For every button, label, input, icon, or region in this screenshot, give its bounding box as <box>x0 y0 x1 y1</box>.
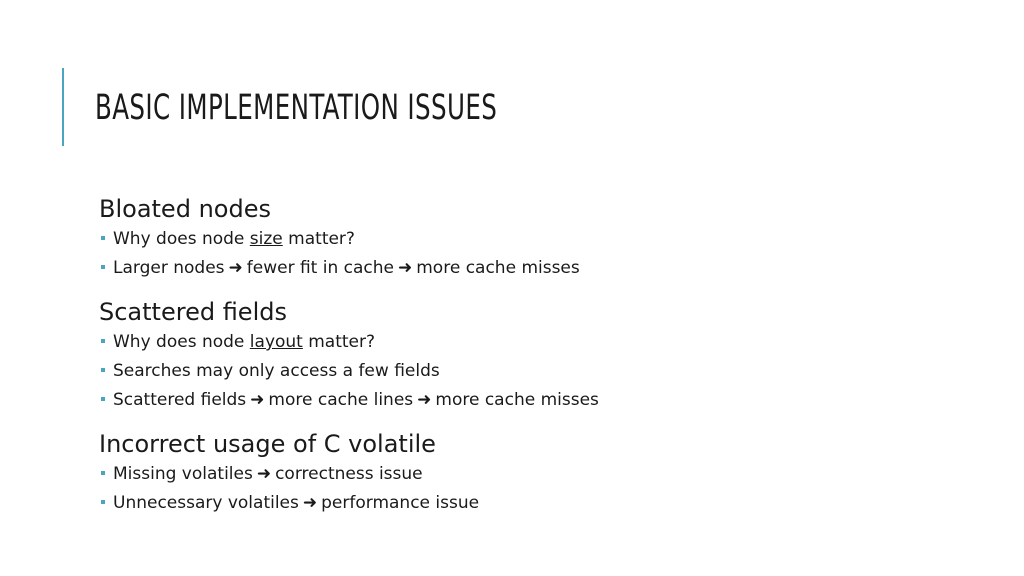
arrow-right-icon: ➜ <box>228 258 243 278</box>
bullet-square-icon <box>101 397 105 401</box>
arrow-right-icon: ➜ <box>302 493 318 513</box>
bullet-text: more cache misses <box>435 390 599 410</box>
arrow-right-icon: ➜ <box>398 258 413 278</box>
bullet-item <box>99 357 979 386</box>
bullet-text: Unnecessary volatiles <box>113 493 299 513</box>
bullet-item <box>99 254 979 283</box>
section-heading: Scattered fields <box>99 298 287 326</box>
title-accent-bar <box>62 68 64 146</box>
bullet-square-icon <box>101 368 105 372</box>
section-heading: Incorrect usage of C volatile <box>99 430 436 458</box>
bullet-square-icon <box>101 471 105 475</box>
bullet-item <box>99 489 979 518</box>
section-heading: Bloated nodes <box>99 195 271 223</box>
bullet-text: matter? <box>282 229 355 249</box>
arrow-right-icon: ➜ <box>417 390 432 410</box>
bullet-text: Larger nodes <box>113 258 225 278</box>
bullet-square-icon <box>101 339 105 343</box>
bullet-list <box>99 225 979 283</box>
bullet-text: correctness issue <box>275 464 423 484</box>
bullet-text: performance issue <box>321 493 480 513</box>
bullet-text: more cache lines <box>268 390 414 410</box>
slide-title: BASIC IMPLEMENTATION ISSUES <box>95 88 498 128</box>
arrow-right-icon: ➜ <box>256 464 272 484</box>
arrow-right-icon: ➜ <box>250 390 265 410</box>
section <box>99 296 979 415</box>
bullet-square-icon <box>101 500 105 504</box>
underlined-text: layout <box>249 332 303 352</box>
bullet-text: more cache misses <box>416 258 580 278</box>
bullet-text: Missing volatiles <box>113 464 253 484</box>
bullet-text: Searches may only access a few fields <box>113 361 440 381</box>
bullet-item <box>99 386 979 415</box>
bullet-text: Why does node <box>113 229 250 249</box>
bullet-item <box>99 328 979 357</box>
bullet-list <box>99 460 979 518</box>
bullet-item <box>99 225 979 254</box>
underlined-text: size <box>249 229 283 249</box>
bullet-list <box>99 328 979 415</box>
bullet-square-icon <box>101 265 105 269</box>
section <box>99 193 979 283</box>
section <box>99 428 979 518</box>
bullet-item <box>99 460 979 489</box>
bullet-text: matter? <box>302 332 376 352</box>
bullet-square-icon <box>101 236 105 240</box>
bullet-text: fewer fit in cache <box>246 258 394 278</box>
bullet-text: Scattered fields <box>113 390 247 410</box>
bullet-text: Why does node <box>113 332 250 352</box>
slide-content <box>99 193 979 518</box>
